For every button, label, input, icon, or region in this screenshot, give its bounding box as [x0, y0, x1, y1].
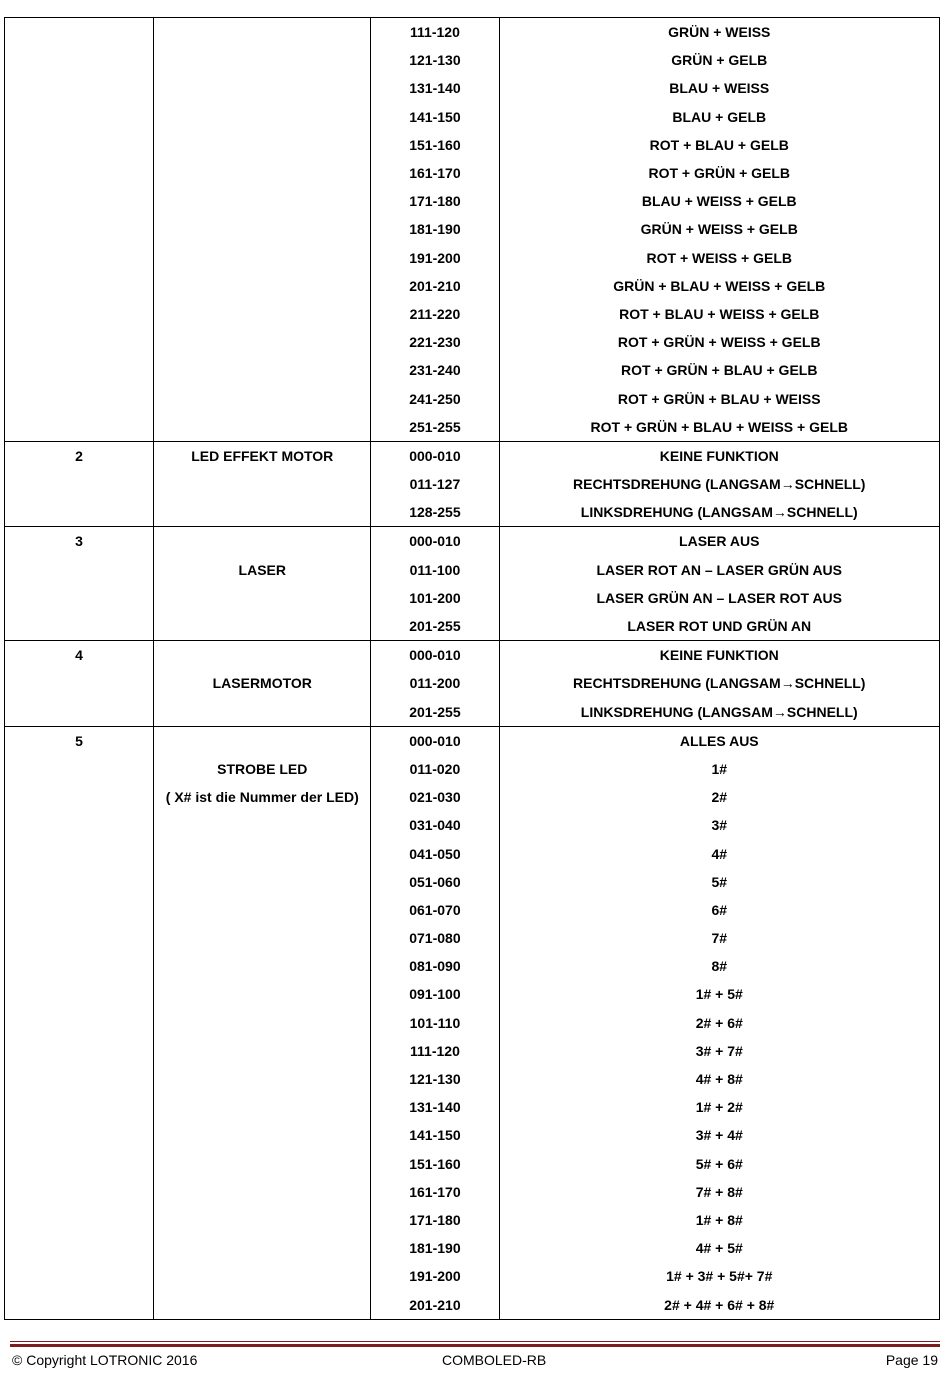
value-range-cell: 201-210: [371, 1290, 499, 1319]
value-range-cell: 011-127: [371, 470, 499, 498]
description-cell: ALLES AUS: [499, 726, 940, 755]
channel-cell: [5, 839, 154, 867]
table-row: [5, 441, 940, 470]
function-cell: [154, 1178, 371, 1206]
channel-cell: [5, 669, 154, 697]
description-cell: BLAU + WEISS + GELB: [499, 187, 940, 215]
description-cell: 1# + 3# + 5#+ 7#: [499, 1262, 940, 1290]
function-cell: [154, 272, 371, 300]
channel-cell: [5, 1150, 154, 1178]
function-cell: STROBE LED: [154, 755, 371, 783]
function-cell: [154, 1290, 371, 1319]
channel-cell: [5, 783, 154, 811]
value-range-cell: 091-100: [371, 980, 499, 1008]
function-cell: [154, 584, 371, 612]
table-row: [5, 1178, 940, 1206]
function-cell: [154, 187, 371, 215]
value-range-cell: 171-180: [371, 1206, 499, 1234]
description-cell: 4#: [499, 839, 940, 867]
table-row: [5, 187, 940, 215]
channel-cell: 2: [5, 441, 154, 470]
function-cell: [154, 103, 371, 131]
dmx-channel-table: [4, 17, 940, 1320]
value-range-cell: 081-090: [371, 952, 499, 980]
value-range-cell: 101-200: [371, 584, 499, 612]
channel-cell: [5, 1206, 154, 1234]
value-range-cell: 191-200: [371, 1262, 499, 1290]
channel-cell: [5, 755, 154, 783]
function-cell: [154, 1206, 371, 1234]
value-range-cell: 000-010: [371, 726, 499, 755]
description-cell: 2# + 6#: [499, 1009, 940, 1037]
function-cell: LASER: [154, 556, 371, 584]
channel-cell: [5, 1262, 154, 1290]
value-range-cell: 041-050: [371, 839, 499, 867]
description-cell: GRÜN + BLAU + WEISS + GELB: [499, 272, 940, 300]
value-range-cell: 181-190: [371, 215, 499, 243]
function-cell: [154, 159, 371, 187]
value-range-cell: 131-140: [371, 74, 499, 102]
description-cell: LASER GRÜN AN – LASER ROT AUS: [499, 584, 940, 612]
channel-cell: [5, 1234, 154, 1262]
description-cell: RECHTSDREHUNG (LANGSAM→SCHNELL): [499, 669, 940, 697]
description-cell: 1#: [499, 755, 940, 783]
function-cell: LED EFFEKT MOTOR: [154, 441, 371, 470]
value-range-cell: 161-170: [371, 159, 499, 187]
table-row: [5, 669, 940, 697]
value-range-cell: 101-110: [371, 1009, 499, 1037]
description-cell: 4# + 8#: [499, 1065, 940, 1093]
function-cell: [154, 1093, 371, 1121]
channel-cell: [5, 328, 154, 356]
description-cell: GRÜN + GELB: [499, 46, 940, 74]
value-range-cell: 071-080: [371, 924, 499, 952]
value-range-cell: 251-255: [371, 413, 499, 442]
function-cell: [154, 811, 371, 839]
table-row: [5, 783, 940, 811]
channel-cell: [5, 952, 154, 980]
function-cell: [154, 413, 371, 442]
table-row: [5, 413, 940, 442]
function-cell: [154, 980, 371, 1008]
function-cell: [154, 244, 371, 272]
channel-cell: [5, 1290, 154, 1319]
table-row: [5, 470, 940, 498]
description-cell: 2#: [499, 783, 940, 811]
value-range-cell: 131-140: [371, 1093, 499, 1121]
channel-cell: [5, 698, 154, 727]
description-cell: 3#: [499, 811, 940, 839]
function-cell: [154, 896, 371, 924]
channel-cell: [5, 924, 154, 952]
table-row: [5, 584, 940, 612]
description-cell: LASER AUS: [499, 527, 940, 556]
description-cell: ROT + GRÜN + BLAU + WEISS: [499, 384, 940, 412]
channel-cell: [5, 1065, 154, 1093]
function-cell: [154, 698, 371, 727]
table-row: [5, 952, 940, 980]
function-cell: [154, 924, 371, 952]
function-cell: [154, 726, 371, 755]
footer-model: COMBOLED-RB: [442, 1352, 547, 1368]
channel-cell: [5, 187, 154, 215]
description-cell: LASER ROT UND GRÜN AN: [499, 612, 940, 641]
value-range-cell: 021-030: [371, 783, 499, 811]
function-cell: [154, 74, 371, 102]
table-row: [5, 215, 940, 243]
table-row: [5, 698, 940, 727]
function-cell: [154, 18, 371, 47]
value-range-cell: 201-210: [371, 272, 499, 300]
function-cell: [154, 641, 371, 670]
function-cell: [154, 1150, 371, 1178]
channel-cell: [5, 1121, 154, 1149]
table-row: [5, 356, 940, 384]
description-cell: 7# + 8#: [499, 1178, 940, 1206]
function-cell: [154, 839, 371, 867]
value-range-cell: 201-255: [371, 612, 499, 641]
description-cell: 3# + 7#: [499, 1037, 940, 1065]
channel-cell: [5, 556, 154, 584]
description-cell: BLAU + GELB: [499, 103, 940, 131]
table-row: [5, 131, 940, 159]
channel-cell: [5, 272, 154, 300]
value-range-cell: 171-180: [371, 187, 499, 215]
channel-cell: [5, 413, 154, 442]
channel-cell: [5, 1009, 154, 1037]
description-cell: 5# + 6#: [499, 1150, 940, 1178]
value-range-cell: 181-190: [371, 1234, 499, 1262]
value-range-cell: 161-170: [371, 1178, 499, 1206]
function-cell: [154, 1009, 371, 1037]
function-cell: [154, 384, 371, 412]
description-cell: ROT + BLAU + GELB: [499, 131, 940, 159]
channel-cell: 4: [5, 641, 154, 670]
channel-cell: [5, 868, 154, 896]
table-row: [5, 272, 940, 300]
value-range-cell: 141-150: [371, 103, 499, 131]
function-cell: [154, 1121, 371, 1149]
value-range-cell: 111-120: [371, 18, 499, 47]
value-range-cell: 011-200: [371, 669, 499, 697]
function-cell: [154, 1065, 371, 1093]
value-range-cell: 011-020: [371, 755, 499, 783]
function-cell: [154, 131, 371, 159]
table-row: [5, 1290, 940, 1319]
function-cell: [154, 868, 371, 896]
value-range-cell: 231-240: [371, 356, 499, 384]
table-row: [5, 896, 940, 924]
table-row: [5, 1037, 940, 1065]
function-cell: [154, 527, 371, 556]
function-cell: [154, 498, 371, 527]
description-cell: 3# + 4#: [499, 1121, 940, 1149]
table-body: [5, 18, 940, 1320]
value-range-cell: 121-130: [371, 46, 499, 74]
channel-cell: [5, 300, 154, 328]
table-row: [5, 726, 940, 755]
description-cell: 6#: [499, 896, 940, 924]
function-cell: [154, 328, 371, 356]
description-cell: RECHTSDREHUNG (LANGSAM→SCHNELL): [499, 470, 940, 498]
channel-cell: [5, 1037, 154, 1065]
table-row: [5, 498, 940, 527]
value-range-cell: 000-010: [371, 441, 499, 470]
value-range-cell: 111-120: [371, 1037, 499, 1065]
channel-cell: [5, 811, 154, 839]
table-row: [5, 1234, 940, 1262]
function-cell: [154, 952, 371, 980]
channel-cell: [5, 498, 154, 527]
table-row: [5, 18, 940, 47]
value-range-cell: 211-220: [371, 300, 499, 328]
value-range-cell: 141-150: [371, 1121, 499, 1149]
value-range-cell: 121-130: [371, 1065, 499, 1093]
description-cell: 5#: [499, 868, 940, 896]
table-row: [5, 46, 940, 74]
table-row: [5, 1262, 940, 1290]
function-cell: ( X# ist die Nummer der LED): [154, 783, 371, 811]
description-cell: 4# + 5#: [499, 1234, 940, 1262]
channel-cell: [5, 131, 154, 159]
value-range-cell: 191-200: [371, 244, 499, 272]
value-range-cell: 151-160: [371, 1150, 499, 1178]
function-cell: [154, 1262, 371, 1290]
table-row: [5, 74, 940, 102]
function-cell: [154, 1234, 371, 1262]
table-row: [5, 1121, 940, 1149]
function-cell: [154, 300, 371, 328]
value-range-cell: 000-010: [371, 527, 499, 556]
value-range-cell: 221-230: [371, 328, 499, 356]
function-cell: LASERMOTOR: [154, 669, 371, 697]
value-range-cell: 151-160: [371, 131, 499, 159]
table-row: [5, 980, 940, 1008]
channel-cell: [5, 896, 154, 924]
channel-cell: [5, 18, 154, 47]
table-row: [5, 1206, 940, 1234]
description-cell: ROT + GRÜN + BLAU + WEISS + GELB: [499, 413, 940, 442]
description-cell: LINKSDREHUNG (LANGSAM→SCHNELL): [499, 698, 940, 727]
table-row: [5, 527, 940, 556]
channel-cell: [5, 46, 154, 74]
function-cell: [154, 215, 371, 243]
table-row: [5, 556, 940, 584]
channel-cell: [5, 470, 154, 498]
value-range-cell: 051-060: [371, 868, 499, 896]
channel-cell: [5, 1178, 154, 1206]
description-cell: ROT + GRÜN + BLAU + GELB: [499, 356, 940, 384]
value-range-cell: 201-255: [371, 698, 499, 727]
table-row: [5, 1150, 940, 1178]
channel-cell: 5: [5, 726, 154, 755]
value-range-cell: 031-040: [371, 811, 499, 839]
value-range-cell: 128-255: [371, 498, 499, 527]
channel-cell: [5, 980, 154, 1008]
function-cell: [154, 356, 371, 384]
table-row: [5, 328, 940, 356]
table-row: [5, 755, 940, 783]
description-cell: KEINE FUNKTION: [499, 641, 940, 670]
footer-rule: [10, 1341, 940, 1342]
table-row: [5, 1093, 940, 1121]
footer-page-number: Page 19: [885, 1352, 938, 1368]
table-row: [5, 384, 940, 412]
description-cell: 1# + 2#: [499, 1093, 940, 1121]
description-cell: LINKSDREHUNG (LANGSAM→SCHNELL): [499, 498, 940, 527]
channel-cell: [5, 215, 154, 243]
footer-rule-thick: [10, 1344, 940, 1347]
description-cell: ROT + GRÜN + GELB: [499, 159, 940, 187]
function-cell: [154, 46, 371, 74]
description-cell: 2# + 4# + 6# + 8#: [499, 1290, 940, 1319]
channel-cell: [5, 244, 154, 272]
channel-cell: [5, 384, 154, 412]
description-cell: 1# + 5#: [499, 980, 940, 1008]
description-cell: 7#: [499, 924, 940, 952]
channel-cell: [5, 159, 154, 187]
value-range-cell: 061-070: [371, 896, 499, 924]
channel-cell: [5, 356, 154, 384]
table-row: [5, 159, 940, 187]
table-row: [5, 641, 940, 670]
table-row: [5, 244, 940, 272]
value-range-cell: 000-010: [371, 641, 499, 670]
channel-cell: [5, 612, 154, 641]
table-row: [5, 839, 940, 867]
description-cell: GRÜN + WEISS: [499, 18, 940, 47]
description-cell: ROT + WEISS + GELB: [499, 244, 940, 272]
function-cell: [154, 1037, 371, 1065]
description-cell: KEINE FUNKTION: [499, 441, 940, 470]
table-row: [5, 300, 940, 328]
table-row: [5, 924, 940, 952]
channel-cell: [5, 74, 154, 102]
table-row: [5, 1065, 940, 1093]
description-cell: BLAU + WEISS: [499, 74, 940, 102]
table-row: [5, 103, 940, 131]
channel-cell: [5, 584, 154, 612]
table-row: [5, 612, 940, 641]
description-cell: LASER ROT AN – LASER GRÜN AUS: [499, 556, 940, 584]
channel-cell: 3: [5, 527, 154, 556]
description-cell: GRÜN + WEISS + GELB: [499, 215, 940, 243]
channel-cell: [5, 103, 154, 131]
footer-copyright: © Copyright LOTRONIC 2016: [12, 1352, 198, 1368]
function-cell: [154, 612, 371, 641]
function-cell: [154, 470, 371, 498]
value-range-cell: 241-250: [371, 384, 499, 412]
table-row: [5, 1009, 940, 1037]
table-row: [5, 868, 940, 896]
description-cell: 1# + 8#: [499, 1206, 940, 1234]
description-cell: ROT + GRÜN + WEISS + GELB: [499, 328, 940, 356]
description-cell: 8#: [499, 952, 940, 980]
channel-cell: [5, 1093, 154, 1121]
description-cell: ROT + BLAU + WEISS + GELB: [499, 300, 940, 328]
value-range-cell: 011-100: [371, 556, 499, 584]
table-row: [5, 811, 940, 839]
